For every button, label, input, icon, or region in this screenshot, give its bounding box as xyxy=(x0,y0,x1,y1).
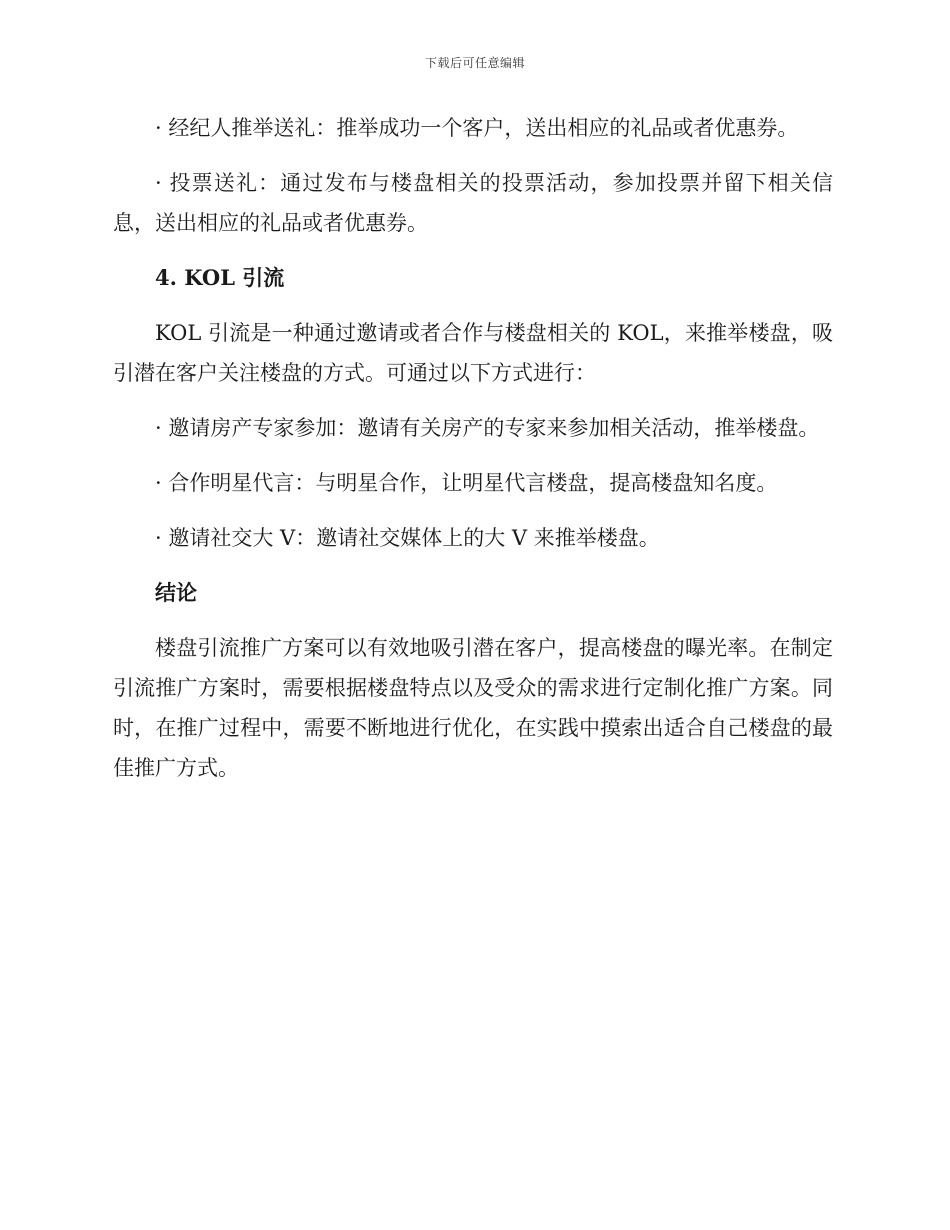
bullet-social-influencer: · 邀请社交大 V：邀请社交媒体上的大 V 来推举楼盘。 xyxy=(155,526,660,550)
kol-intro-paragraph: KOL 引流是一种通过邀请或者合作与楼盘相关的 KOL，来推举楼盘，吸引潜在客户关注楼盘的方式。可通过以下方式进行： xyxy=(113,321,833,385)
document-body xyxy=(113,108,833,803)
bullet-voting-gift: · 投票送礼：通过发布与楼盘相关的投票活动，参加投票并留下相关信息，送出相应的礼品或者优惠券。 xyxy=(113,171,833,235)
bullet-celebrity-endorsement: · 合作明星代言：与明星合作，让明星代言楼盘，提高楼盘知名度。 xyxy=(155,471,778,495)
section-heading-kol: 4. KOL 引流 xyxy=(155,265,285,290)
section-heading-conclusion: 结论 xyxy=(155,580,197,605)
conclusion-paragraph: 楼盘引流推广方案可以有效地吸引潜在客户，提高楼盘的曝光率。在制定引流推广方案时，需要根据楼盘特点以及受众的需求进行定制化推广方案。同时，在推广过程中，需要不断地进行优化，在实践中摸索出适合自己楼盘的最佳推广方式。 xyxy=(113,636,833,780)
bullet-agent-referral: · 经纪人推举送礼：推举成功一个客户，送出相应的礼品或者优惠券。 xyxy=(155,116,799,140)
bullet-invite-experts: · 邀请房产专家参加：邀请有关房产的专家来参加相关活动，推举楼盘。 xyxy=(155,416,820,440)
header-note: 下载后可任意编辑 xyxy=(424,56,525,70)
